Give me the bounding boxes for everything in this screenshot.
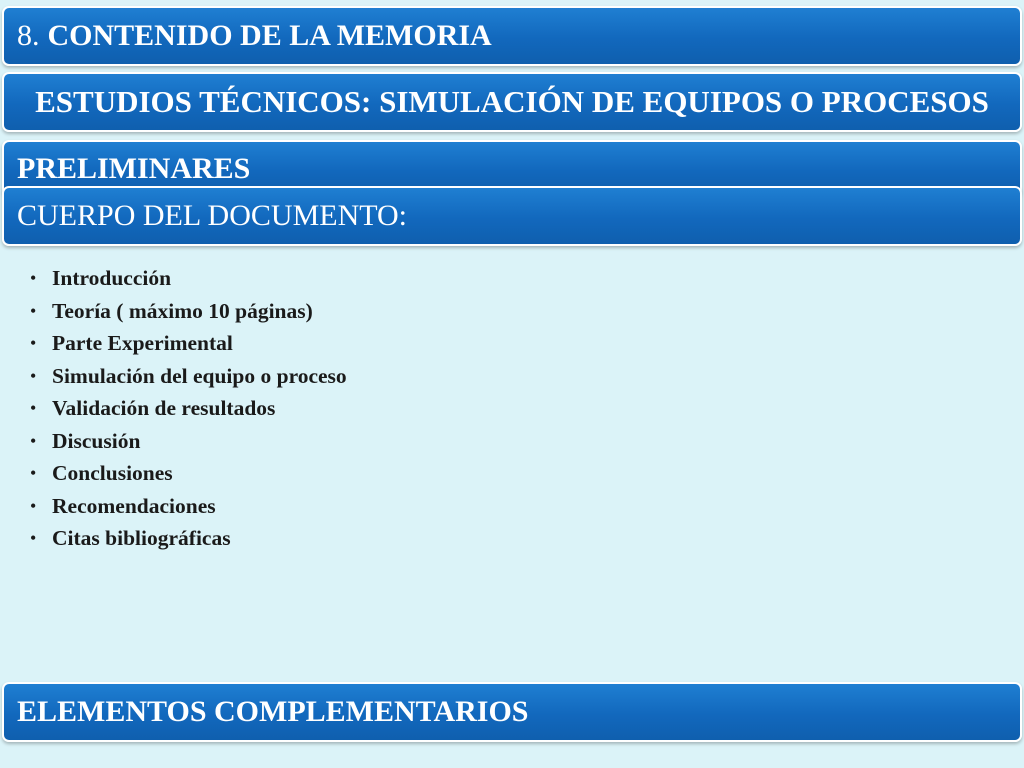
- cuerpo-heading: CUERPO DEL DOCUMENTO:: [17, 199, 408, 232]
- preliminares-heading: PRELIMINARES: [17, 152, 251, 185]
- title-number: 8.: [17, 19, 40, 52]
- content-list: [30, 262, 347, 555]
- bullet-icon: •: [30, 430, 37, 451]
- list-item: [30, 490, 347, 523]
- subtitle-bar: [2, 72, 1022, 132]
- page-title: CONTENIDO DE LA MEMORIA: [47, 19, 492, 52]
- list-item: [30, 457, 347, 490]
- list-item-label: Parte Experimental: [52, 331, 233, 355]
- list-item-label: Discusión: [52, 428, 141, 453]
- list-item: [30, 360, 347, 393]
- cuerpo-bar: [2, 186, 1022, 246]
- subtitle: ESTUDIOS TÉCNICOS: SIMULACIÓN DE EQUIPOS O PROCESOS: [35, 84, 989, 119]
- bullet-icon: •: [30, 495, 37, 516]
- elementos-bar: [2, 682, 1022, 742]
- bullet-icon: •: [30, 300, 37, 321]
- bullet-icon: •: [30, 398, 37, 418]
- list-item-label: Teoría ( máximo 10 páginas): [52, 298, 313, 323]
- list-item-label: Simulación del equipo o proceso: [52, 363, 347, 388]
- list-item-label: Recomendaciones: [52, 493, 216, 518]
- list-item: [30, 295, 347, 328]
- bullet-icon: •: [30, 268, 37, 288]
- bullet-icon: •: [30, 463, 37, 483]
- list-item-label: Citas bibliográficas: [52, 526, 231, 550]
- list-item: [30, 425, 347, 458]
- elementos-heading: ELEMENTOS COMPLEMENTARIOS: [17, 695, 529, 728]
- list-item: [30, 522, 347, 555]
- list-item: [30, 327, 347, 360]
- bullet-icon: •: [30, 333, 37, 353]
- title-bar: [2, 6, 1022, 66]
- list-item: [30, 262, 347, 295]
- bullet-icon: •: [30, 365, 37, 386]
- list-item: [30, 392, 347, 425]
- list-item-label: Validación de resultados: [52, 396, 276, 420]
- list-item-label: Conclusiones: [52, 461, 173, 485]
- list-item-label: Introducción: [52, 266, 172, 290]
- bullet-icon: •: [30, 528, 37, 548]
